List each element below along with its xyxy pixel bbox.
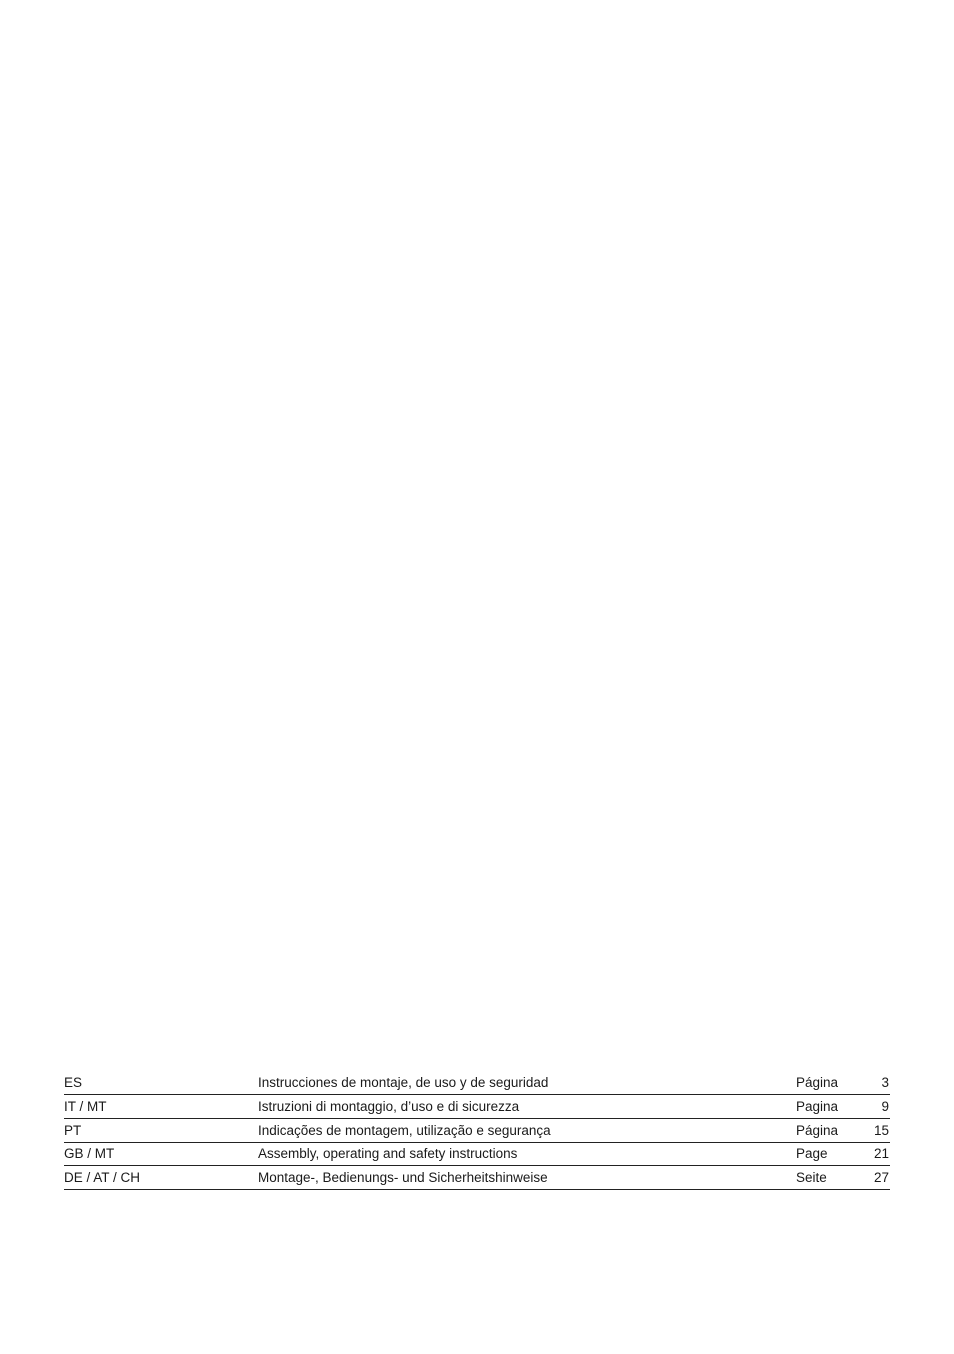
toc-section-title: Instrucciones de montaje, de uso y de seguridad xyxy=(258,1075,549,1090)
toc-row-de-at-ch xyxy=(64,1167,890,1190)
toc-page-label: Pagina xyxy=(796,1098,839,1114)
toc-language-code: PT xyxy=(64,1122,82,1138)
toc-language-code: ES xyxy=(64,1075,83,1090)
toc-section-title: Istruzioni di montaggio, d’uso e di sicurezza xyxy=(258,1098,520,1114)
toc-section-title: Assembly, operating and safety instructions xyxy=(258,1146,518,1162)
toc-page-label: Page xyxy=(796,1146,828,1162)
toc-row-gb-mt xyxy=(64,1143,890,1166)
toc-row-es xyxy=(64,1072,890,1095)
toc-page-number: 3 xyxy=(881,1075,889,1090)
toc-page-label: Página xyxy=(796,1122,839,1138)
toc-page-label: Página xyxy=(796,1075,839,1090)
toc-page-number: 27 xyxy=(873,1170,889,1186)
toc-section-title: Indicações de montagem, utilização e segurança xyxy=(258,1122,551,1138)
toc-language-code: GB / MT xyxy=(64,1146,115,1162)
toc-row-pt xyxy=(64,1120,890,1143)
toc-page-label: Seite xyxy=(796,1170,827,1186)
toc-language-code: IT / MT xyxy=(64,1098,107,1114)
toc-row-it-mt xyxy=(64,1096,890,1119)
toc-page-number: 21 xyxy=(873,1146,889,1162)
toc-page-number: 9 xyxy=(881,1098,889,1114)
toc-page-number: 15 xyxy=(873,1122,889,1138)
toc-language-code: DE / AT / CH xyxy=(64,1170,141,1186)
table-of-contents xyxy=(64,1072,890,1190)
toc-section-title: Montage-, Bedienungs- und Sicherheitshinweise xyxy=(258,1170,548,1186)
